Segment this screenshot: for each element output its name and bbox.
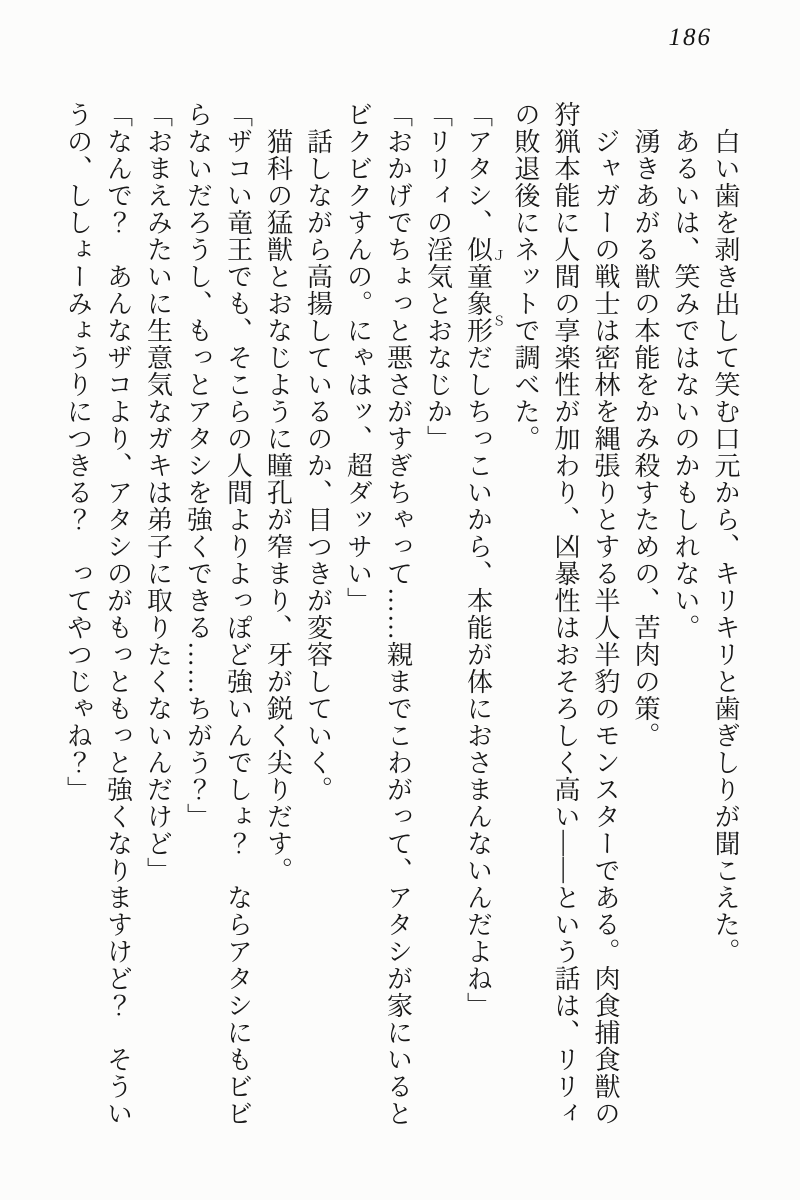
text-line: ビクビクすんの。にゃはッ、超ダッサい」 [343,101,373,614]
text-line: あるいは、笑みではないのかもしれない。 [671,128,700,641]
text-line: 湧きあがる獣の本能をかみ殺すための、苦肉の策。 [631,128,660,749]
text-line: うの、ししょーみょうりにつきる？ ってやつじゃね？」 [63,101,93,803]
text-line: 「なんで？ あんなザコより、アタシのがもっともっと強くなりますけど？ そうい [103,101,133,1127]
text-line: 猫科の猛獣とおなじように瞳孔が窄まり、牙が鋭く尖りだす。 [263,128,293,884]
text-line: 白い歯を剥き出して笑む口元から、キリキリと歯ぎしりが聞こえた。 [711,128,740,965]
text-line: 「ザコい竜王でも、そこらの人間よりよっぽど強いんでしょ？ ならアタシにもビビ [223,101,253,1127]
text-line: 狩猟本能に人間の享楽性が加わり、凶暴性はおそろしく高い——という話は、リリィ [551,101,580,1127]
ruby-text-js: ＪＳ [490,236,506,344]
text-line: の敗退後にネットで調べた。 [511,101,540,452]
text-line: 話しながら高揚しているのか、目つきが変容していく。 [303,128,333,803]
page-number: 186 [668,24,712,51]
ruby-line-post-text: だしちっこいから、本能が体におさまんないんだよね」 [463,344,493,1019]
ruby-line-pre-text: 「アタシ、 [463,101,493,236]
ruby-js-annotation [463,236,506,344]
text-line: らないだろうし、もっとアタシを強くできる……ちがう？」 [183,101,213,830]
text-line: 「リリィの淫気とおなじか」 [423,101,453,452]
text-line: 「おかげでちょっと悪さがすぎちゃって……親までこわがって、アタシが家にいると [383,101,413,1127]
text-block [58,101,746,1137]
text-line-with-ruby [458,101,506,1131]
text-line: ジャガーの戦士は密林を縄張りとする半人半豹のモンスターである。肉食捕食獣の [591,128,620,1127]
text-line: 「おまえみたいに生意気なガキは弟子に取りたくないんだけど」 [143,101,173,884]
ruby-base-text: 似童象形 [463,236,493,344]
